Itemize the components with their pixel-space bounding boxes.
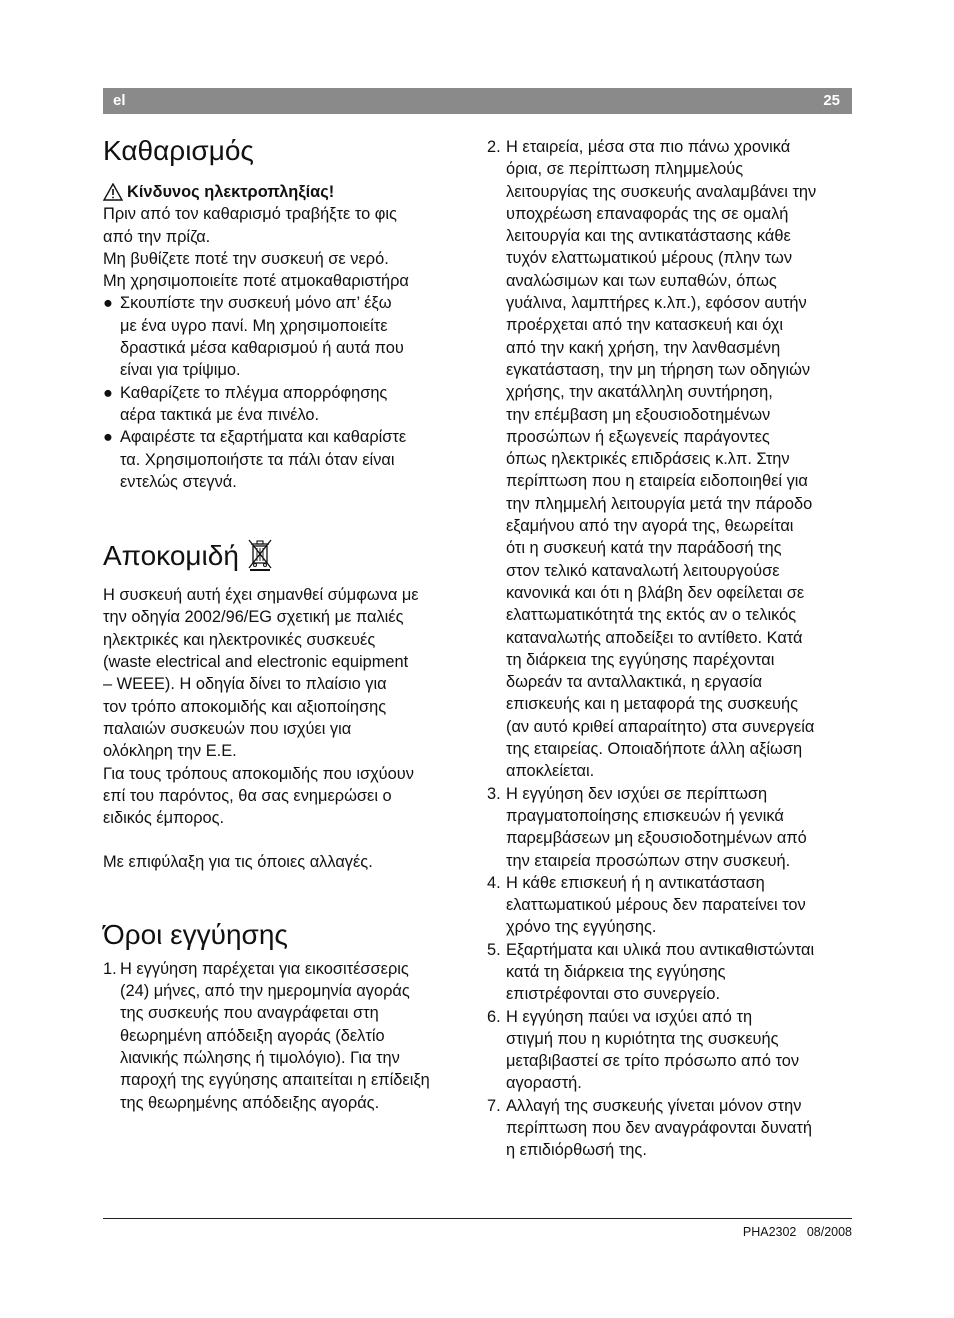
cleaning-bullet-item [103, 426, 465, 493]
disposal-paragraph [103, 584, 465, 829]
crossed-out-bin-icon [247, 537, 273, 571]
warranty-item-text [506, 783, 807, 872]
warranty-text-line: επιστρέφονται στο συνεργείο. [506, 985, 721, 1004]
warranty-text-line: στιγμή που η κυριότητα της συσκευής [506, 1029, 779, 1048]
footer-rule [103, 1218, 852, 1219]
warranty-item-text [120, 958, 430, 1114]
warranty-item-text [506, 939, 814, 1006]
cleaning-intro-line: Πριν από τον καθαρισμό τραβήξτε το φις [103, 205, 397, 224]
warranty-text-line: πραγματοποίησης επισκευών ή γενικά [506, 806, 784, 825]
disposal-text-line: τον τρόπο αποκομιδής και αξιοποίησης [103, 697, 387, 716]
warranty-text-line: καταναλωτής αποδείξει το αντίθετο. Κατά [506, 628, 803, 647]
bullet-text [120, 292, 404, 381]
bullet-text-line: Καθαρίζετε το πλέγμα απορρόφησης [120, 383, 388, 402]
warranty-heading: Όροι εγγύησης [103, 918, 288, 950]
disposal-text-line: Η συσκευή αυτή έχει σημανθεί σύμφωνα με [103, 586, 419, 605]
warranty-item [487, 136, 852, 783]
warranty-text-line: δωρεάν τα ανταλλακτικά, η εργασία [506, 673, 763, 692]
warranty-item-number: 5. [487, 940, 501, 959]
bullet-text-line: είναι για τρίψιμο. [120, 361, 241, 380]
warranty-text-line: (24) μήνες, από την ημερομηνία αγοράς [120, 982, 410, 1001]
warranty-text-line: όπως ηλεκτρικές επιδράσεις κ.λπ. Στην [506, 450, 790, 469]
disposal-text-line: – WEEE). Η οδηγία δίνει το πλαίσιο για [103, 675, 387, 694]
warranty-text-line: την πλημμελή λειτουργία μετά την πάροδο [506, 494, 813, 513]
warranty-text-line: παροχή της εγγύησης απαιτείται η επίδειξη [120, 1071, 430, 1090]
warranty-text-line: ελαττωματικότητά της εκτός αν ο τελικός [506, 606, 797, 625]
disposal-note: Με επιφύλαξη για τις όποιες αλλαγές. [103, 853, 373, 872]
warranty-text-line: της θεωρημένης απόδειξης αγοράς. [120, 1093, 380, 1112]
warranty-text-line: γυάλινα, λαμπτήρες κ.λπ.), εφόσον αυτήν [506, 294, 807, 313]
cleaning-bullet-list [103, 292, 465, 493]
warranty-item-number: 6. [487, 1007, 501, 1026]
electric-shock-warning [103, 181, 465, 203]
warranty-text-line: Η εγγύηση δεν ισχύει σε περίπτωση [506, 784, 768, 803]
bullet-text-line: δραστικά μέσα καθαρισμού ή αυτά που [120, 339, 404, 358]
disposal-text-line: ολόκληρη την Ε.Ε. [103, 742, 237, 761]
warranty-text-line: Η κάθε επισκευή ή η αντικατάσταση [506, 873, 765, 892]
warning-title: Κίνδυνος ηλεκτροπληξίας! [127, 183, 335, 201]
warranty-section [103, 918, 465, 1114]
page-number: 25 [823, 92, 840, 109]
bullet-marker: ● [103, 383, 113, 402]
warranty-item-text [506, 872, 806, 939]
warranty-text-line: εξαμήνου από την αγορά της, θεωρείται [506, 517, 794, 536]
warranty-text-line: λειτουργίας της συσκευής αναλαμβάνει την [506, 182, 817, 201]
warranty-item-number: 4. [487, 873, 501, 892]
left-column [103, 134, 465, 1114]
warranty-item [487, 939, 852, 1006]
bullet-text-line: Αφαιρέστε τα εξαρτήματα και καθαρίστε [120, 428, 407, 447]
disposal-text-line: την οδηγία 2002/96/EG σχετική με παλιές [103, 608, 404, 627]
right-column [487, 136, 852, 1162]
warranty-text-line: Η εταιρεία, μέσα στα πιο πάνω χρονικά [506, 138, 791, 156]
cleaning-bullet-item [103, 382, 465, 427]
footer [743, 1225, 852, 1239]
cleaning-intro-line: Μη χρησιμοποιείτε ποτέ ατμοκαθαριστήρα [103, 272, 409, 291]
warranty-text-line: την επέμβαση μη εξουσιοδοτημένων [506, 405, 771, 424]
warranty-text-line: ότι η συσκευή κατά την παράδοσή της [506, 539, 782, 558]
warranty-text-line: τυχόν ελαττωματικού μέρους (πλην των [506, 249, 793, 268]
warranty-item [487, 783, 852, 872]
disposal-text-line: ηλεκτρικές και ηλεκτρονικές συσκευές [103, 630, 376, 649]
warranty-text-line: αγοραστή. [506, 1074, 582, 1093]
warranty-list-right [487, 136, 852, 1162]
disposal-text-line: ειδικός έμπορος. [103, 809, 225, 828]
print-date: 08/2008 [806, 1225, 852, 1239]
warranty-text-line: λειτουργία και της αντικατάστασης κάθε [506, 227, 791, 246]
warranty-text-line: Αλλαγή της συσκευής γίνεται μόνον στην [506, 1096, 802, 1115]
warranty-list-left [103, 958, 465, 1114]
warranty-text-line: χρόνο της εγγύησης. [506, 918, 657, 937]
warranty-text-line: περίπτωση που δεν αναγράφονται δυνατή [506, 1119, 812, 1138]
warranty-text-line: ελαττωματικού μέρους δεν παρατείνει τον [506, 896, 806, 915]
warranty-item-number: 3. [487, 784, 501, 803]
model-number: PHA2302 [742, 1225, 797, 1239]
disposal-text-line: παλαιών συσκευών που ισχύει για [103, 719, 352, 738]
disposal-title: Αποκομιδή [103, 540, 239, 572]
warranty-text-line: παρεμβάσεων μη εξουσιοδοτημένων από [506, 829, 807, 848]
bullet-text [120, 382, 387, 427]
warranty-text-line: η επιδιόρθωσή της. [506, 1141, 647, 1160]
warranty-text-line: Η εγγύηση παρέχεται για εικοσιτέσσερις [120, 959, 409, 978]
warranty-item-number: 7. [487, 1096, 501, 1115]
warranty-text-line: της συσκευής που αναγράφεται στη [120, 1004, 379, 1023]
warranty-text-line: αποκλείεται. [506, 762, 595, 781]
header-bar [103, 88, 852, 114]
cleaning-section [103, 134, 465, 493]
warranty-text-line: εγκατάσταση, την μη τήρηση των οδηγιών [506, 360, 811, 379]
warranty-text-line: μεταβιβαστεί σε τρίτο πρόσωπο από τον [506, 1052, 800, 1071]
warranty-text-line: κανονικά και ότι η βλάβη δεν οφείλεται σε [506, 583, 805, 602]
warranty-item [487, 872, 852, 939]
warranty-text-line: την εταιρεία προσώπων στην συσκευή. [506, 851, 791, 870]
disposal-section [103, 537, 465, 874]
warranty-item [487, 1006, 852, 1095]
disposal-text-line: επί του παρόντος, θα σας ενημερώσει ο [103, 786, 392, 805]
disposal-text-line: (waste electrical and electronic equipment [103, 653, 409, 672]
language-code: el [113, 92, 126, 109]
warranty-item-text [506, 1095, 812, 1162]
warranty-text-line: προέρχεται από την κατασκευή και όχι [506, 316, 784, 335]
warranty-text-line: κατά τη διάρκεια της εγγύησης [506, 962, 726, 981]
warranty-text-line: χρήσης, την ακατάλληλη συντήρηση, [506, 383, 773, 402]
warning-triangle-icon [103, 183, 123, 201]
bullet-text-line: με ένα υγρο πανί. Μη χρησιμοποιείτε [120, 316, 388, 335]
warranty-text-line: επισκευής και η μεταφορά της συσκευής [506, 695, 799, 714]
warranty-text-line: περίπτωση που η εταιρεία ειδοποιηθεί για [506, 472, 808, 491]
cleaning-bullet-item [103, 292, 465, 381]
warranty-text-line: τη διάρκεια της εγγύησης παρέχονται [506, 650, 775, 669]
bullet-text [120, 426, 406, 493]
warranty-text-line: (αν αυτό κριθεί απαραίτητο) στα συνεργεία [506, 717, 815, 736]
warranty-item-number: 2. [487, 138, 501, 156]
warranty-text-line: από την κακή χρήση, την λανθασμένη [506, 338, 781, 357]
warranty-text-line: αναλώσιμων και των ευπαθών, όπως [506, 271, 777, 290]
bullet-text-line: τα. Χρησιμοποιήστε τα πάλι όταν είναι [120, 450, 395, 469]
warranty-text-line: της εταιρείας. Οποιαδήποτε άλλη αξίωση [506, 740, 803, 759]
warranty-text-line: Εξαρτήματα και υλικά που αντικαθιστώνται [506, 940, 815, 959]
warranty-item [103, 958, 465, 1114]
bullet-marker: ● [103, 428, 113, 447]
warranty-text-line: Η εγγύηση παύει να ισχύει από τη [506, 1007, 753, 1026]
warranty-text-line: προσώπων ή εξωγενείς παράγοντες [506, 427, 770, 446]
bullet-text-line: Σκουπίστε την συσκευή μόνο απ’ έξω [120, 294, 392, 313]
warranty-item-text [506, 1006, 799, 1095]
warranty-text-line: στον τελικό καταναλωτή λειτουργούσε [506, 561, 780, 580]
disposal-text-line: Για τους τρόπους αποκομιδής που ισχύουν [103, 764, 414, 783]
bullet-text-line: εντελώς στεγνά. [120, 472, 237, 491]
cleaning-heading: Καθαρισμός [103, 135, 254, 166]
warranty-text-line: όρια, σε περίπτωση πλημμελούς [506, 160, 744, 179]
disposal-heading [103, 537, 465, 573]
warranty-text-line: υποχρέωση επαναφοράς της σε ομαλή [506, 204, 789, 223]
warranty-text-line: λιανικής πώλησης ή τιμολόγιο). Για την [120, 1048, 400, 1067]
warranty-item [487, 1095, 852, 1162]
warranty-item-text [506, 136, 816, 783]
bullet-text-line: αέρα τακτικά με ένα πινέλο. [120, 405, 320, 424]
bullet-marker: ● [103, 294, 113, 313]
cleaning-intro-line: Μη βυθίζετε ποτέ την συσκευή σε νερό. [103, 249, 389, 268]
warranty-item-number: 1. [103, 959, 117, 978]
cleaning-intro-line: από την πρίζα. [103, 227, 211, 246]
warranty-text-line: θεωρημένη απόδειξη αγοράς (δελτίο [120, 1026, 385, 1045]
